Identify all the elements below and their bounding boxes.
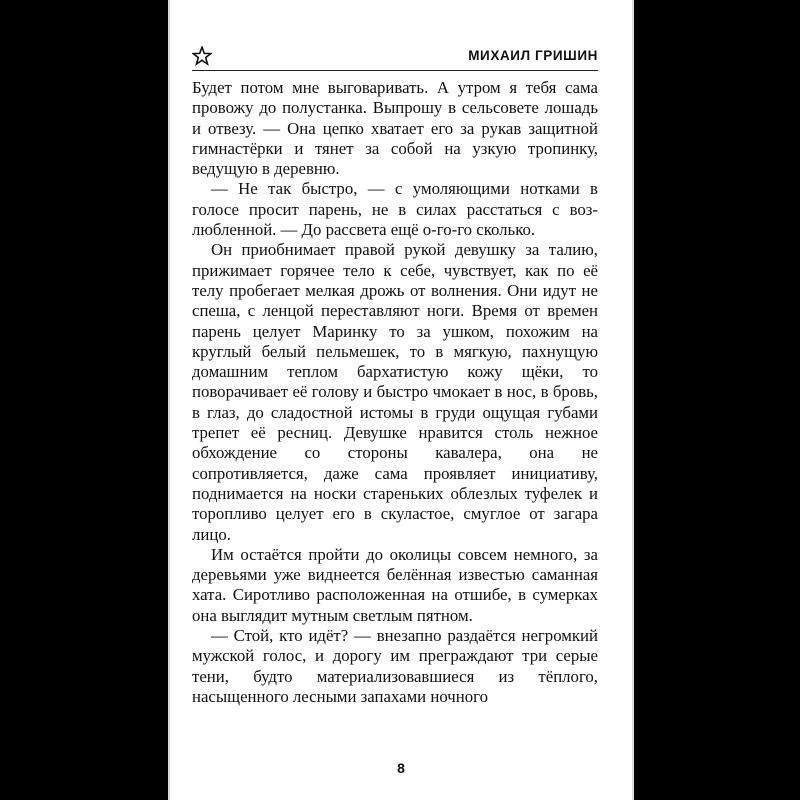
body-text bbox=[192, 78, 598, 707]
page-number: 8 bbox=[397, 760, 405, 776]
paragraph: Он приобнимает правой рукой девушку за талию, прижимает горячее тело к себе, чувствует, как по её телу пробегает мелкая дрожь от волнения. Они идут не спеша, с ленцой переставляют ноги. Время от времен парень целует Маринку то за ушком, похожим на круглый белый пельмешек, то в мягкую, пахнущую домашним теплом бархатистую кожу щёки, то поворачивает её голову и быстро чмокает в нос, в бровь, в глаз, до сладостной истомы в груди ощущая губами трепет её ресниц. Девушке нравится столь нежное обхождение со стороны кавалера, она не сопротивляется, даже сама проявляет инициативу, поднимается на носки стареньких облезлых туфелек и торопливо целует его в скуластое, смуглое от загара лицо. bbox=[192, 240, 598, 544]
star-outline-icon bbox=[192, 46, 212, 66]
paragraph: Будет потом мне выговаривать. А утром я тебя сама провожу до полустанка. Выпрошу в сельсовете лошадь и отвезу. — Она цепко хватает его за рукав защитной гимнастёрки и тянет за собой на узкую тропинку, ведущую в деревню. bbox=[192, 78, 598, 179]
header-rule bbox=[192, 70, 598, 71]
paragraph: — Не так быстро, — с умоляющими нотками в голосе просит парень, не в силах расстаться с возлюбленной. — До рассвета ещё о-го-го сколько. bbox=[192, 179, 598, 240]
page-right-edge bbox=[632, 0, 634, 800]
paragraph: Им остаётся пройти до околицы совсем немного, за деревьями уже виднеется белённая известью саманная хата. Сиротливо расположенная на отшибе, в сумерках она выглядит мутным светлым пятном. bbox=[192, 544, 598, 625]
page-left-edge bbox=[168, 0, 170, 800]
author-name: МИХАИЛ ГРИШИН bbox=[468, 48, 598, 63]
paragraph: — Стой, кто идёт? — внезапно раздаётся негромкий мужской голос, и дорогу им преграждают три серые тени, будто материализовавшиеся из тёплого, насыщенного лесными запахами ночного bbox=[192, 626, 598, 706]
book-page bbox=[168, 0, 634, 800]
running-header bbox=[192, 46, 598, 68]
